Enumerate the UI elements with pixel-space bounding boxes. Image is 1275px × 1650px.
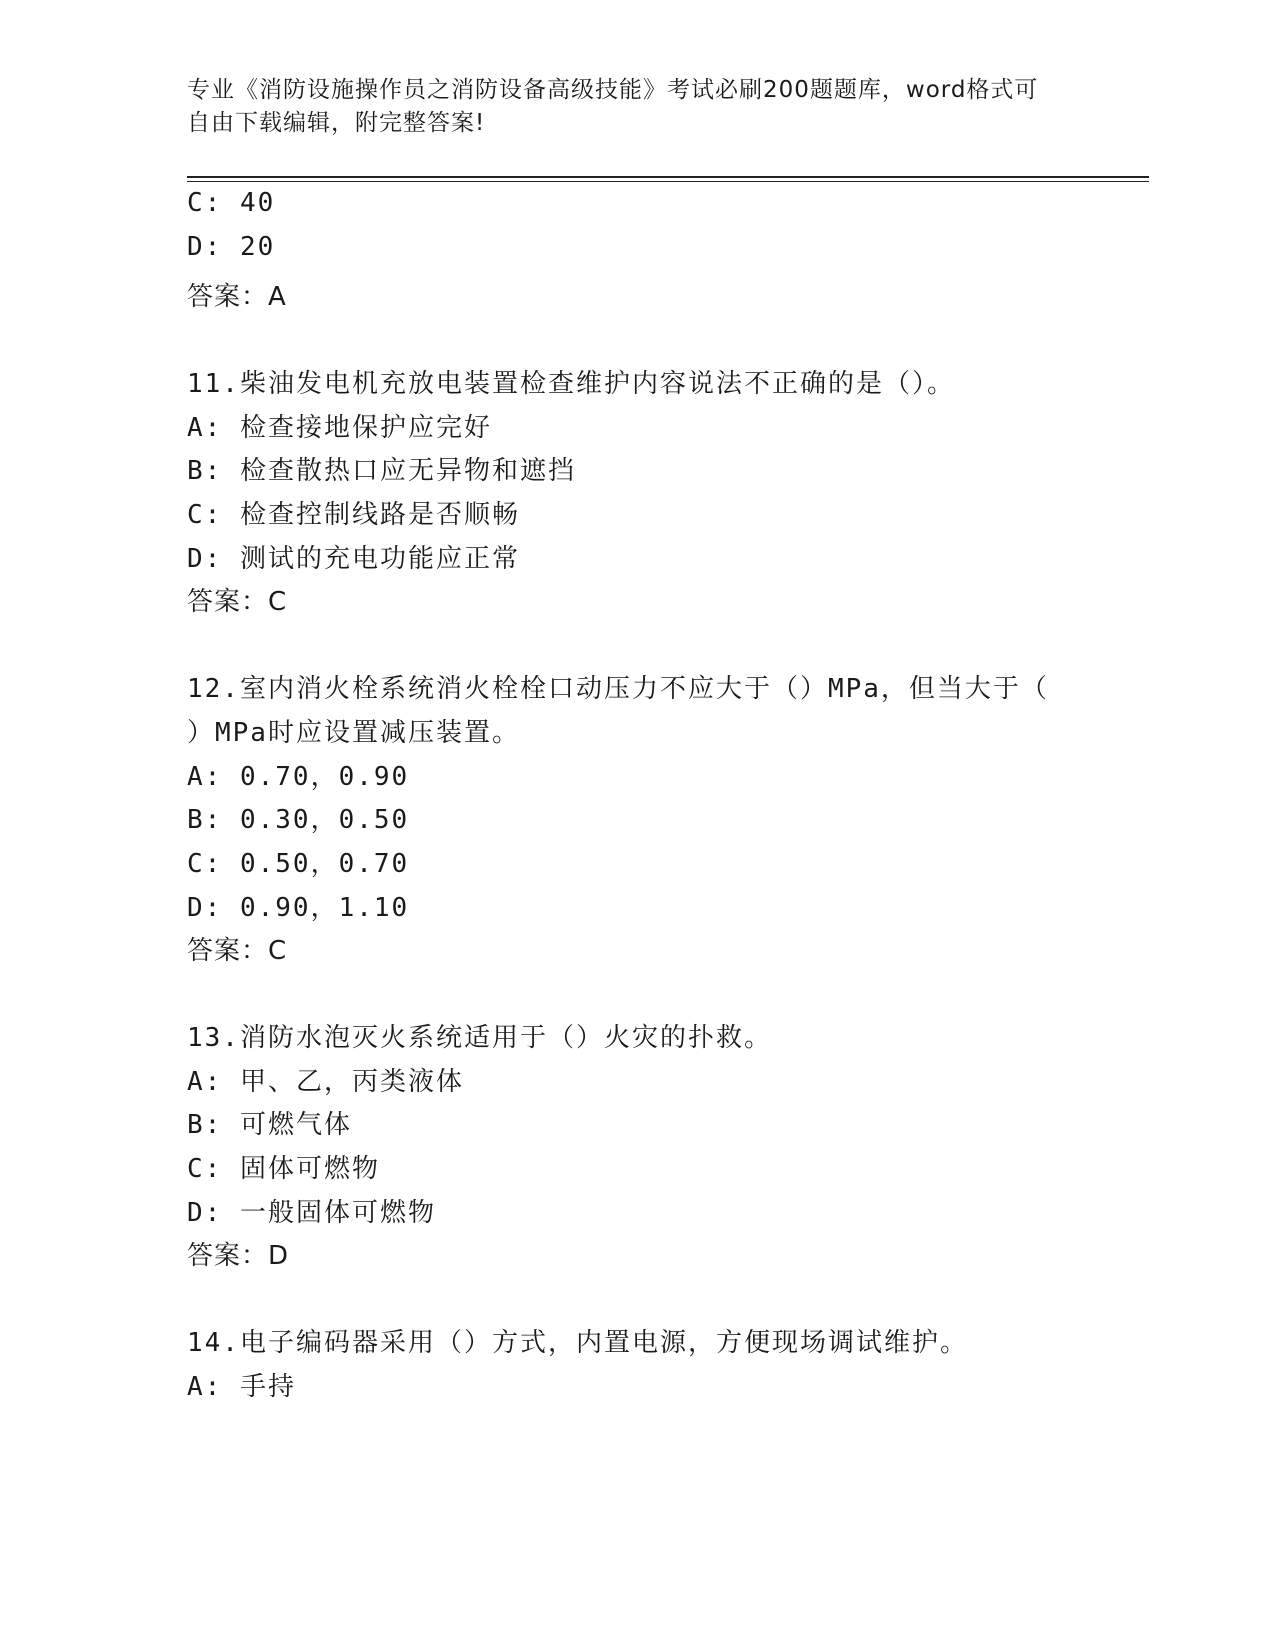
q11-option-c: C: 检查控制线路是否顺畅 — [187, 500, 520, 530]
header-rule-thin — [187, 181, 1149, 182]
header-line-2: 自由下载编辑，附完整答案! — [187, 110, 486, 136]
q12-option-d: D: 0.90，1.10 — [187, 893, 410, 923]
q13-option-a: A: 甲、乙，丙类液体 — [187, 1067, 464, 1097]
q13-option-c: C: 固体可燃物 — [187, 1154, 380, 1184]
q13-option-d: D: 一般固体可燃物 — [187, 1198, 436, 1228]
q13-option-b: B: 可燃气体 — [187, 1110, 352, 1140]
q11-option-d: D: 测试的充电功能应正常 — [187, 544, 520, 574]
prev-option-d: D: 20 — [187, 232, 276, 262]
q12-stem-line-2: ）MPa时应设置减压装置。 — [187, 718, 520, 748]
q12-answer: 答案：C — [187, 936, 288, 966]
document-header — [187, 74, 1087, 140]
q12-stem-line-1: 12.室内消火栓系统消火栓栓口动压力不应大于（）MPa，但当大于（ — [187, 674, 1049, 704]
q11-option-b: B: 检查散热口应无异物和遮挡 — [187, 456, 576, 486]
q11-option-a: A: 检查接地保护应完好 — [187, 413, 492, 443]
prev-answer: 答案：A — [187, 282, 287, 312]
q11-stem: 11.柴油发电机充放电装置检查维护内容说法不正确的是（）。 — [187, 369, 955, 399]
header-line-1: 专业《消防设施操作员之消防设备高级技能》考试必刷200题题库，word格式可 — [187, 77, 1039, 103]
q12-option-c: C: 0.50，0.70 — [187, 849, 410, 879]
q14-stem: 14.电子编码器采用（）方式，内置电源，方便现场调试维护。 — [187, 1328, 968, 1358]
q14-option-a: A: 手持 — [187, 1372, 296, 1402]
q13-stem: 13.消防水泡灭火系统适用于（）火灾的扑救。 — [187, 1023, 772, 1053]
q12-option-b: B: 0.30，0.50 — [187, 805, 410, 835]
q13-answer: 答案：D — [187, 1241, 290, 1271]
prev-option-c: C: 40 — [187, 188, 276, 218]
q12-option-a: A: 0.70，0.90 — [187, 762, 410, 792]
header-rule-thick — [187, 176, 1149, 178]
q11-answer: 答案：C — [187, 587, 288, 617]
